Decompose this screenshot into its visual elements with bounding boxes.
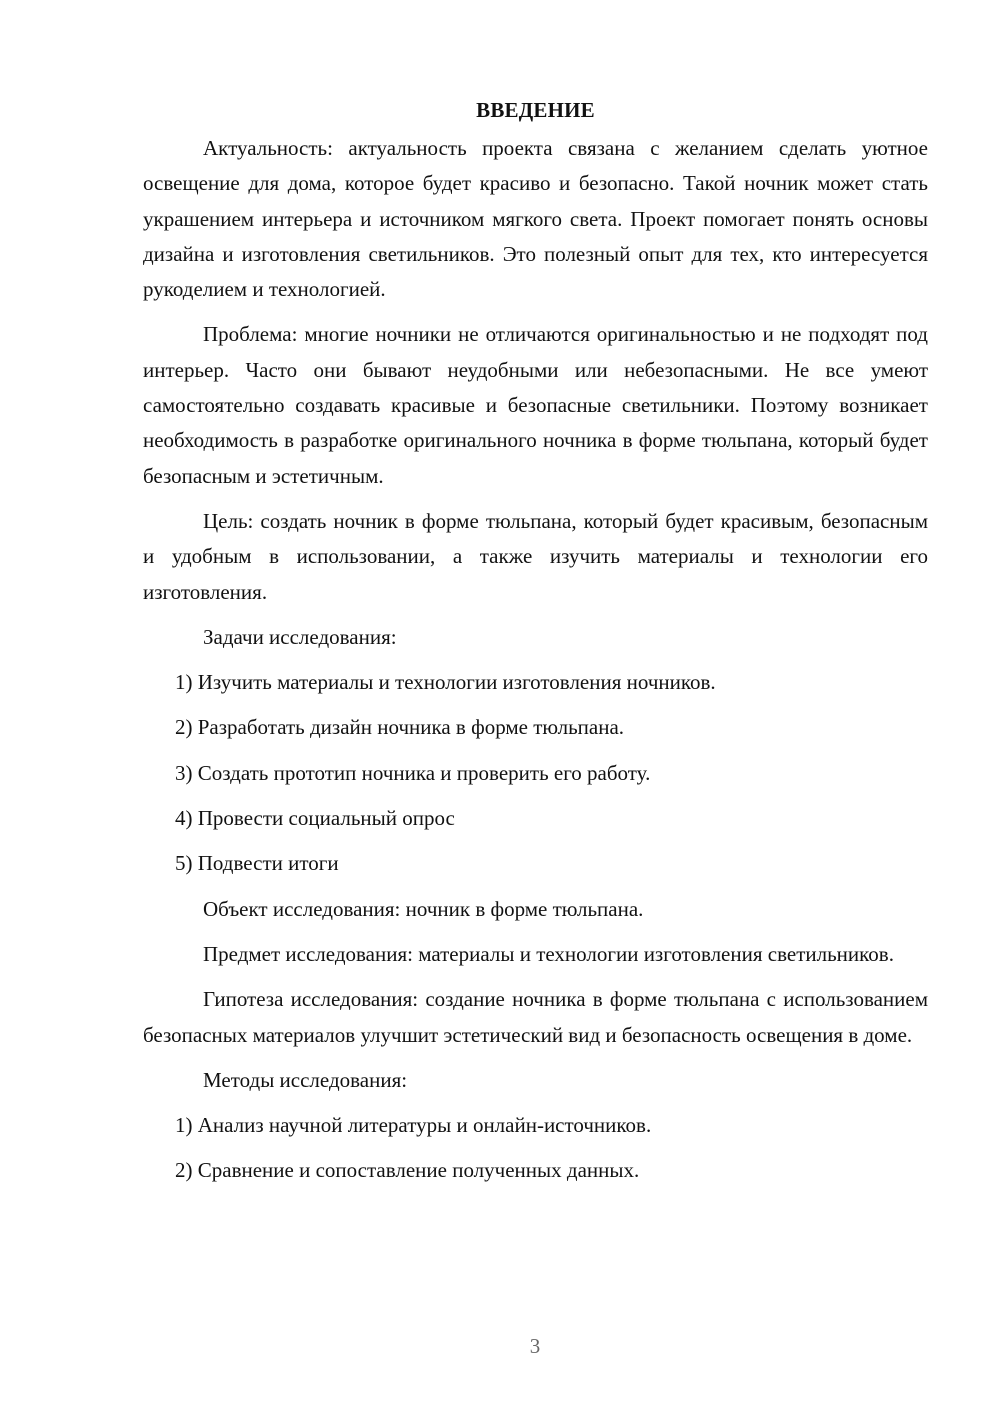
- methods-heading: Методы исследования:: [203, 1067, 408, 1092]
- list-item: 3) Создать прототип ночника и проверить его работу.: [175, 760, 651, 785]
- paragraph-object: Объект исследования: ночник в форме тюльпана.: [203, 896, 644, 921]
- list-item: 1) Анализ научной литературы и онлайн-источников.: [175, 1113, 652, 1138]
- list-item: 4) Провести социальный опрос: [175, 806, 455, 831]
- page-number: 3: [529, 1334, 541, 1358]
- section-heading: ВВЕДЕНИЕ: [476, 98, 595, 122]
- list-item: 5) Подвести итоги: [175, 851, 339, 876]
- methods-list: [143, 1108, 928, 1189]
- page-content: [143, 95, 928, 1199]
- list-item: 1) Изучить материалы и технологии изготовления ночников.: [175, 670, 716, 695]
- paragraph-problem: Проблема: многие ночники не отличаются оригинальностью и не подходят под интерьер. Часто они бывают неудобными или небезопасными. Не все умеют самостоятельно создавать красивые и безопасные светильники. Поэтому возникает необходимость в разработке оригинального ночника в форме тюльпана, который будет безопасным и эстетичным.: [143, 322, 928, 488]
- paragraph-relevance: Актуальность: актуальность проекта связана с желанием сделать уютное освещение для дома, которое будет красиво и безопасно. Такой ночник может стать украшением интерьера и источником мягкого света. Проект помогает понять основы дизайна и изготовления светильников. Это полезный опыт для тех, кто интересуется рукоделием и технологией.: [143, 136, 928, 302]
- list-item: 2) Разработать дизайн ночника в форме тюльпана.: [175, 715, 625, 740]
- tasks-heading: Задачи исследования:: [203, 624, 397, 649]
- paragraph-hypothesis: Гипотеза исследования: создание ночника в форме тюльпана с использованием безопасных материалов улучшит эстетический вид и безопасность освещения в доме.: [143, 987, 928, 1047]
- list-item: 2) Сравнение и сопоставление полученных данных.: [175, 1158, 640, 1183]
- paragraph-goal: Цель: создать ночник в форме тюльпана, который будет красивым, безопасным и удобным в использовании, а также изучить материалы и технологии его изготовления.: [143, 508, 928, 604]
- tasks-list: [143, 665, 928, 881]
- paragraph-subject: Предмет исследования: материалы и технологии изготовления светильников.: [203, 941, 894, 966]
